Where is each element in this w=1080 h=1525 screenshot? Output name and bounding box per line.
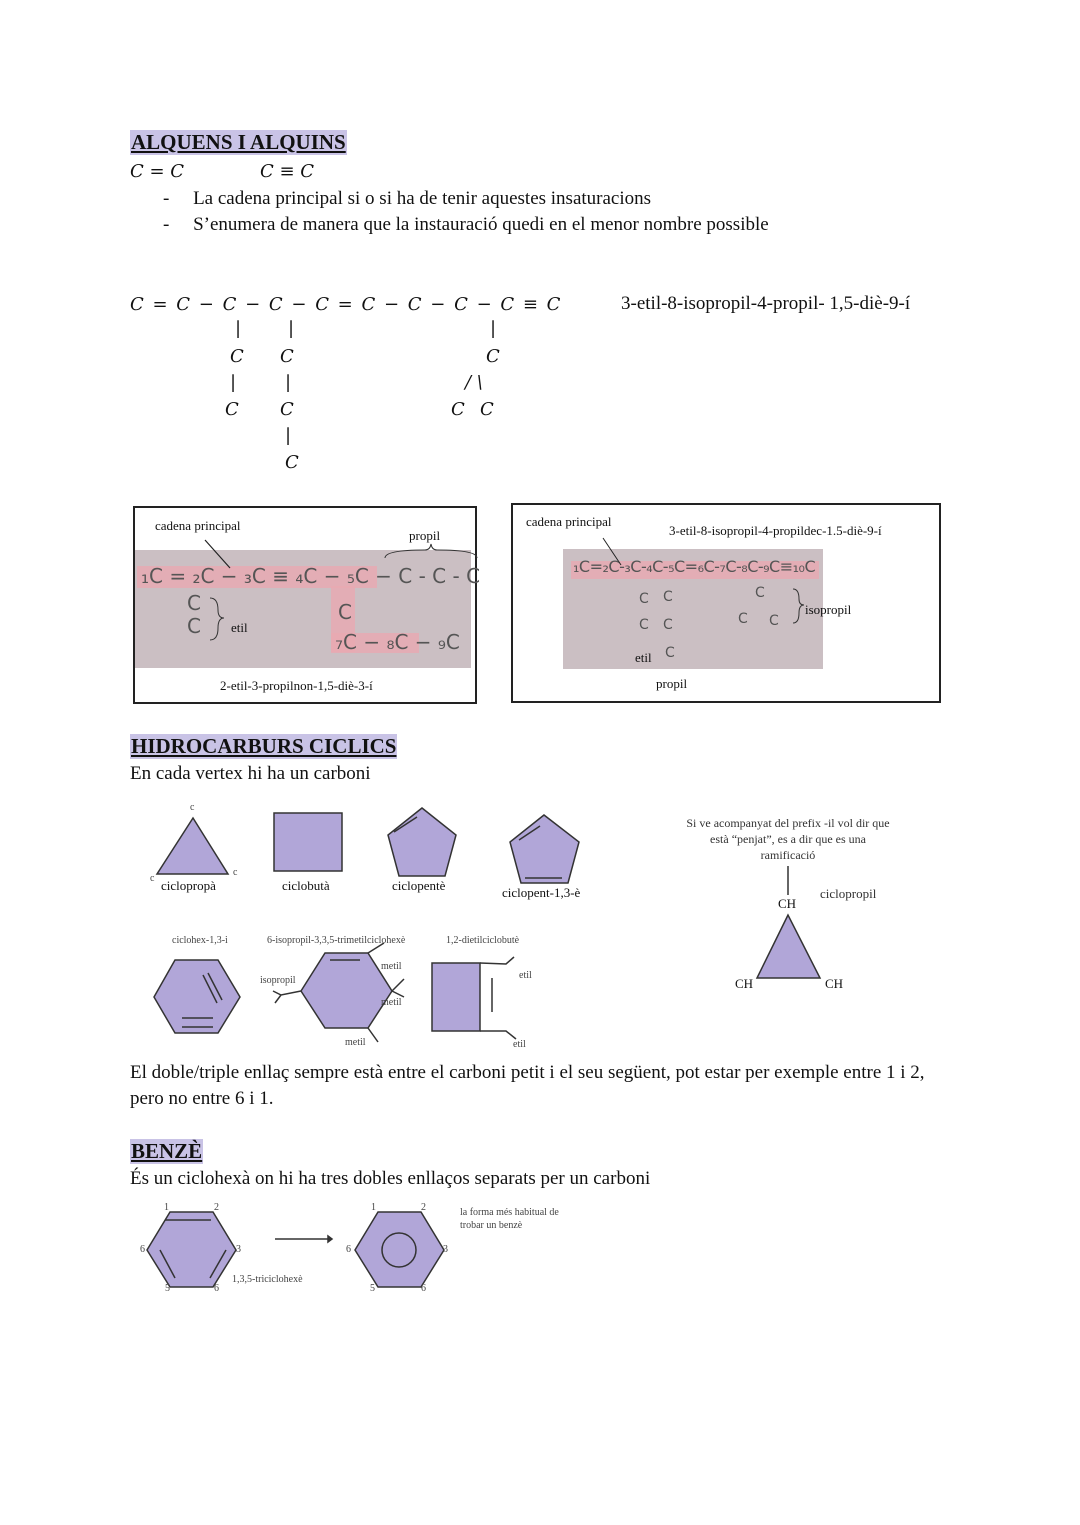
vertex-label: c xyxy=(150,873,155,884)
photo-branch-c: C xyxy=(663,617,673,633)
diethylcyclobutene-shape xyxy=(432,963,480,1031)
photo-branch-c: C xyxy=(738,611,748,627)
vertex-number: 3 xyxy=(236,1244,241,1255)
sub-label: etil xyxy=(513,1039,526,1050)
vertex-number: 5 xyxy=(165,1283,170,1294)
section-intro: És un ciclohexà on hi ha tres dobles enllaços separats per un carboni xyxy=(130,1168,651,1189)
photo-bottom-chain: ₇C − ₈C − ₉C xyxy=(335,630,460,654)
branch-carbon: C xyxy=(486,346,500,367)
branch-carbon: C xyxy=(285,452,299,473)
benzene-note: la forma més habitual de trobar un benzè xyxy=(460,1207,559,1231)
branch-carbon: C xyxy=(480,399,494,420)
bullet-text: La cadena principal si o si ha de tenir aquestes insaturacions xyxy=(193,188,652,209)
cyclohexadiene-shape xyxy=(154,960,240,1033)
caption: 2-etil-3-propilnon-1,5-diè-3-í xyxy=(220,678,373,693)
benzene-circle-shape xyxy=(355,1212,444,1287)
vertex-number: 2 xyxy=(421,1202,426,1213)
label-cadena-principal: cadena principal xyxy=(526,514,612,529)
sub-label: metil xyxy=(345,1037,366,1048)
photo-branch-c: C xyxy=(639,591,649,607)
sub-label: metil xyxy=(381,997,402,1008)
cyclopentadiene-shape xyxy=(510,815,579,883)
vertex-number: 1 xyxy=(164,1202,169,1213)
vertex-number: 3 xyxy=(443,1244,448,1255)
vertex-number: 5 xyxy=(370,1283,375,1294)
bullet-text: S’enumera de manera que la instauració quedi en el menor nombre possible xyxy=(193,214,769,235)
shape-label: ciclopentè xyxy=(392,878,446,893)
ramification-note: Si ve acompanyat del prefix -il vol dir que està “penjat”, es a dir que es una ramificació xyxy=(686,816,890,862)
shape-label: 1,2-dietilciclobutè xyxy=(446,935,520,946)
bond-position-paragraph: El doble/triple enllaç sempre està entre el carboni petit i el seu següent, pot estar per exemple entre 1 i 2, pero no entre 6 i 1. xyxy=(130,1062,925,1109)
branch-carbon: C xyxy=(230,346,244,367)
branch-carbon: C xyxy=(451,399,465,420)
photo-branch-c: C xyxy=(663,589,673,605)
photo-branch-c: C xyxy=(755,585,765,601)
vertex-label: c xyxy=(233,867,238,878)
bullet-2: - S’enumera de manera que la instauració quedi en el menor nombre possible xyxy=(163,214,769,235)
trimethylcyclohexene-shape xyxy=(301,953,392,1028)
label-cadena-principal: cadena principal xyxy=(155,518,241,533)
label-propil: propil xyxy=(409,528,441,543)
shape-label: ciclopropà xyxy=(161,878,216,893)
ch-label: CH xyxy=(778,896,797,911)
label-isopropil: isopropil xyxy=(805,602,852,617)
photo-branch-c: C xyxy=(187,591,201,615)
cyclopropane-shape xyxy=(157,818,228,874)
formula-name: 3-etil-8-isopropil-4-propil- 1,5-diè-9-í xyxy=(621,293,911,314)
figure-name: 3-etil-8-isopropil-4-propildec-1.5-diè-9-í xyxy=(669,523,882,538)
branch-carbon: C xyxy=(225,399,239,420)
photo-branch-c: C xyxy=(769,613,779,629)
label-triciclohexe: 1,3,5-triciclohexè xyxy=(232,1274,303,1285)
ciclopropil-label: ciclopropil xyxy=(820,886,877,901)
benzene-kekule-shape xyxy=(147,1212,236,1287)
section-title-alquens: ALQUENS I ALQUINS xyxy=(131,130,346,154)
section-title-benze: BENZÈ xyxy=(131,1139,203,1163)
bullet-1: - La cadena principal si o si ha de tenir aquestes insaturacions xyxy=(163,188,652,209)
bond: | xyxy=(490,318,497,339)
label-etil: etil xyxy=(231,620,248,635)
label-etil: etil xyxy=(635,650,652,665)
ch-label: CH xyxy=(735,976,754,991)
ch-label: CH xyxy=(825,976,844,991)
vertex-number: 6 xyxy=(346,1244,351,1255)
shape-label: ciclohex-1,3-i xyxy=(172,935,228,946)
sub-label: isopropil xyxy=(260,975,296,986)
vertex-label: c xyxy=(190,802,195,813)
bond: | xyxy=(230,372,237,393)
sub-label: etil xyxy=(519,970,532,981)
section-intro: En cada vertex hi ha un carboni xyxy=(130,763,371,784)
photo-branch-c: C xyxy=(665,645,675,661)
cyclopentene-shape xyxy=(388,808,456,876)
shape-label: ciclobutà xyxy=(282,878,330,893)
photo-branch-c: C xyxy=(639,617,649,633)
vertex-number: 6 xyxy=(421,1283,426,1294)
sub-label: metil xyxy=(381,961,402,972)
shape-label: ciclopent-1,3-è xyxy=(502,885,581,900)
bond: | xyxy=(285,425,292,446)
label-propil: propil xyxy=(656,676,688,691)
vertex-number: 1 xyxy=(371,1202,376,1213)
vertex-number: 6 xyxy=(214,1283,219,1294)
branch-carbon: C xyxy=(280,346,294,367)
vertex-number: 2 xyxy=(214,1202,219,1213)
triple-bond-formula: C ≡ C xyxy=(260,161,315,182)
bond: | xyxy=(235,318,242,339)
cyclopropyl-shape xyxy=(757,915,820,978)
photo-chain: ₁C=₂C-₃C-₄C-₅C=₆C-₇C-₈C-₉C≡₁₀C xyxy=(573,557,816,576)
formula-chain: C = C − C − C − C = C − C − C − C ≡ C xyxy=(130,294,561,315)
photo-branch-c: C xyxy=(338,600,352,624)
bond: | xyxy=(285,372,292,393)
photo-branch-c: C xyxy=(187,614,201,638)
section-title-ciclics: HIDROCARBURS CICLICS xyxy=(131,734,397,758)
shape-label: 6-isopropil-3,3,5-trimetilciclohexè xyxy=(267,935,406,946)
fork-bond: / \ xyxy=(465,372,483,393)
photo-chain: ₁C = ₂C − ₃C ≡ ₄C − ₅C − C - C - C xyxy=(141,564,481,588)
cyclobutane-shape xyxy=(274,813,342,871)
branch-carbon: C xyxy=(280,399,294,420)
bond: | xyxy=(288,318,295,339)
vertex-number: 6 xyxy=(140,1244,145,1255)
double-bond-formula: C = C xyxy=(130,161,185,182)
